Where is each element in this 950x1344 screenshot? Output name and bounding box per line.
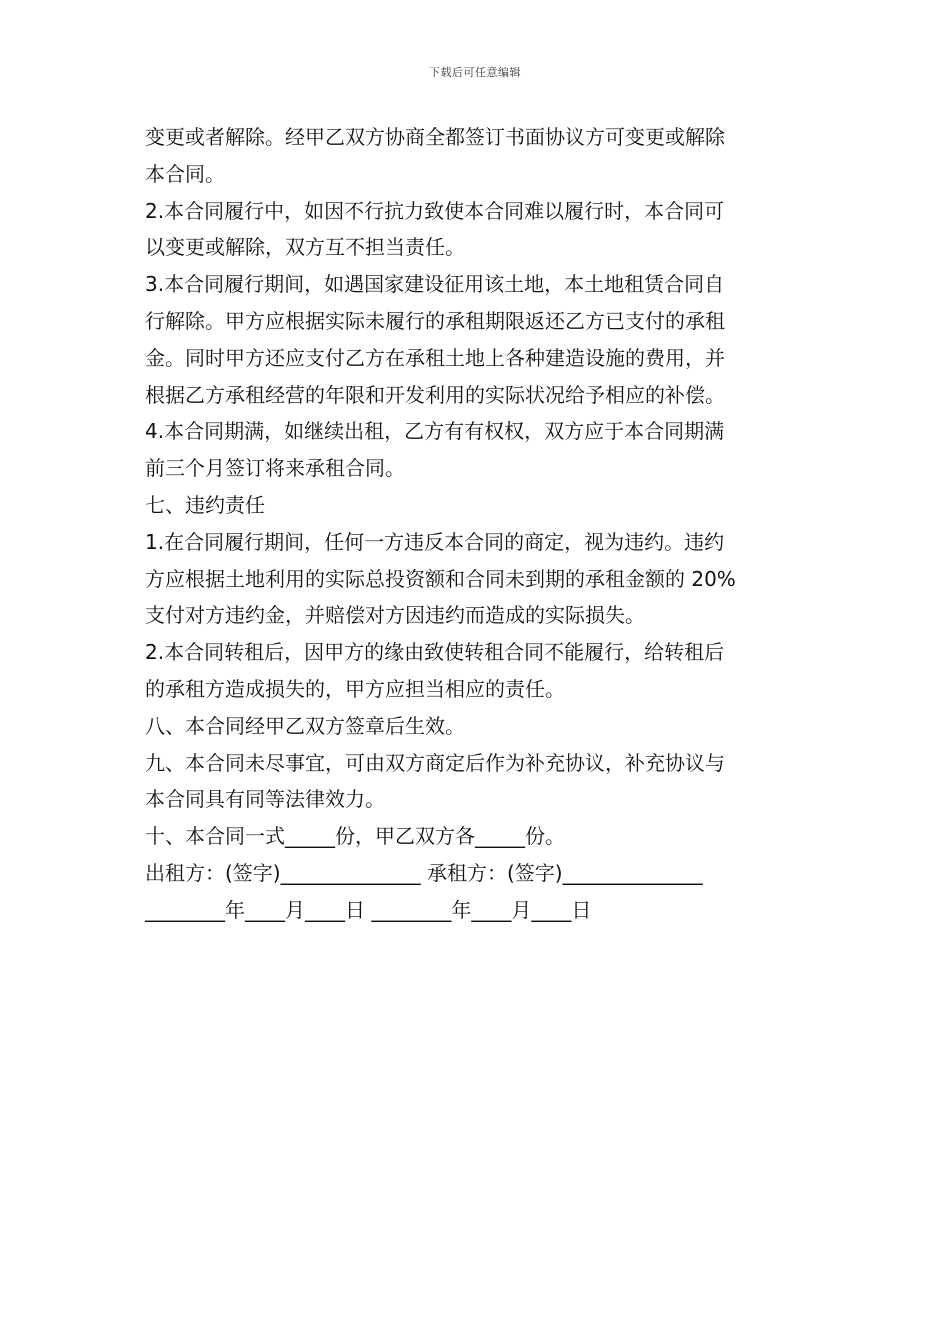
line-text: 的承租方造成损失的，甲方应担当相应的责任。 xyxy=(145,676,565,701)
line-text: 以变更或解除，双方互不担当责任。 xyxy=(145,235,465,260)
line-text: 方应根据土地利用的实际总投资额和合同未到期的承租金额的 20% xyxy=(145,566,736,591)
paragraph-line xyxy=(145,303,810,340)
line-text: 七、违约责任 xyxy=(145,492,265,517)
paragraph-line xyxy=(145,524,810,561)
paragraph-line xyxy=(145,193,810,230)
date-line xyxy=(145,892,810,929)
paragraph-line xyxy=(145,119,810,156)
paragraph-line xyxy=(145,561,810,598)
paragraph-line xyxy=(145,818,810,855)
line-text: 3.本合同履行期间，如遇国家建设征用该土地，本土地租赁合同自 xyxy=(145,272,725,297)
paragraph-line xyxy=(145,340,810,377)
paragraph-line xyxy=(145,377,810,414)
paragraph-line xyxy=(145,634,810,671)
paragraph-line xyxy=(145,597,810,634)
signature-line xyxy=(145,855,810,892)
section-heading xyxy=(145,487,810,524)
line-text: 2.本合同履行中，如因不行抗力致使本合同难以履行时，本合同可 xyxy=(145,198,725,223)
line-text: 十、本合同一式_____份，甲乙双方各_____份。 xyxy=(145,824,565,849)
line-text: 九、本合同未尽事宜，可由双方商定后作为补充协议，补充协议与 xyxy=(145,750,725,775)
line-text: 本合同。 xyxy=(145,161,225,186)
line-text: 前三个月签订将来承租合同。 xyxy=(145,456,405,481)
paragraph-line xyxy=(145,671,810,708)
line-text: 本合同具有同等法律效力。 xyxy=(145,787,385,812)
line-text: ________年____月____日 ________年____月____日 xyxy=(145,897,592,922)
paragraph-line xyxy=(145,229,810,266)
paragraph-line xyxy=(145,156,810,193)
paragraph-line xyxy=(145,781,810,818)
line-text: 出租方：(签字)______________ 承租方：(签字)______________ xyxy=(145,860,703,885)
paragraph-line xyxy=(145,450,810,487)
section-heading xyxy=(145,708,810,745)
line-text: 八、本合同经甲乙双方签章后生效。 xyxy=(145,713,465,738)
line-text: 4.本合同期满，如继续出租，乙方有有权权，双方应于本合同期满 xyxy=(145,419,725,444)
document-body xyxy=(145,119,810,929)
line-text: 根据乙方承租经营的年限和开发利用的实际状况给予相应的补偿。 xyxy=(145,382,725,407)
line-text: 变更或者解除。经甲乙双方协商全都签订书面协议方可变更或解除 xyxy=(145,125,725,149)
line-text: 1.在合同履行期间，任何一方违反本合同的商定，视为违约。违约 xyxy=(145,529,725,554)
line-text: 支付对方违约金，并赔偿对方因违约而造成的实际损失。 xyxy=(145,603,645,628)
paragraph-line xyxy=(145,745,810,782)
line-text: 2.本合同转租后，因甲方的缘由致使转租合同不能履行，给转租后 xyxy=(145,640,725,665)
paragraph-line xyxy=(145,413,810,450)
line-text: 行解除。甲方应根据实际未履行的承租期限返还乙方已支付的承租 xyxy=(145,308,725,333)
paragraph-line xyxy=(145,266,810,303)
line-text: 金。同时甲方还应支付乙方在承租土地上各种建造设施的费用，并 xyxy=(145,345,725,370)
page-header: 下载后可任意编辑 xyxy=(429,66,521,79)
